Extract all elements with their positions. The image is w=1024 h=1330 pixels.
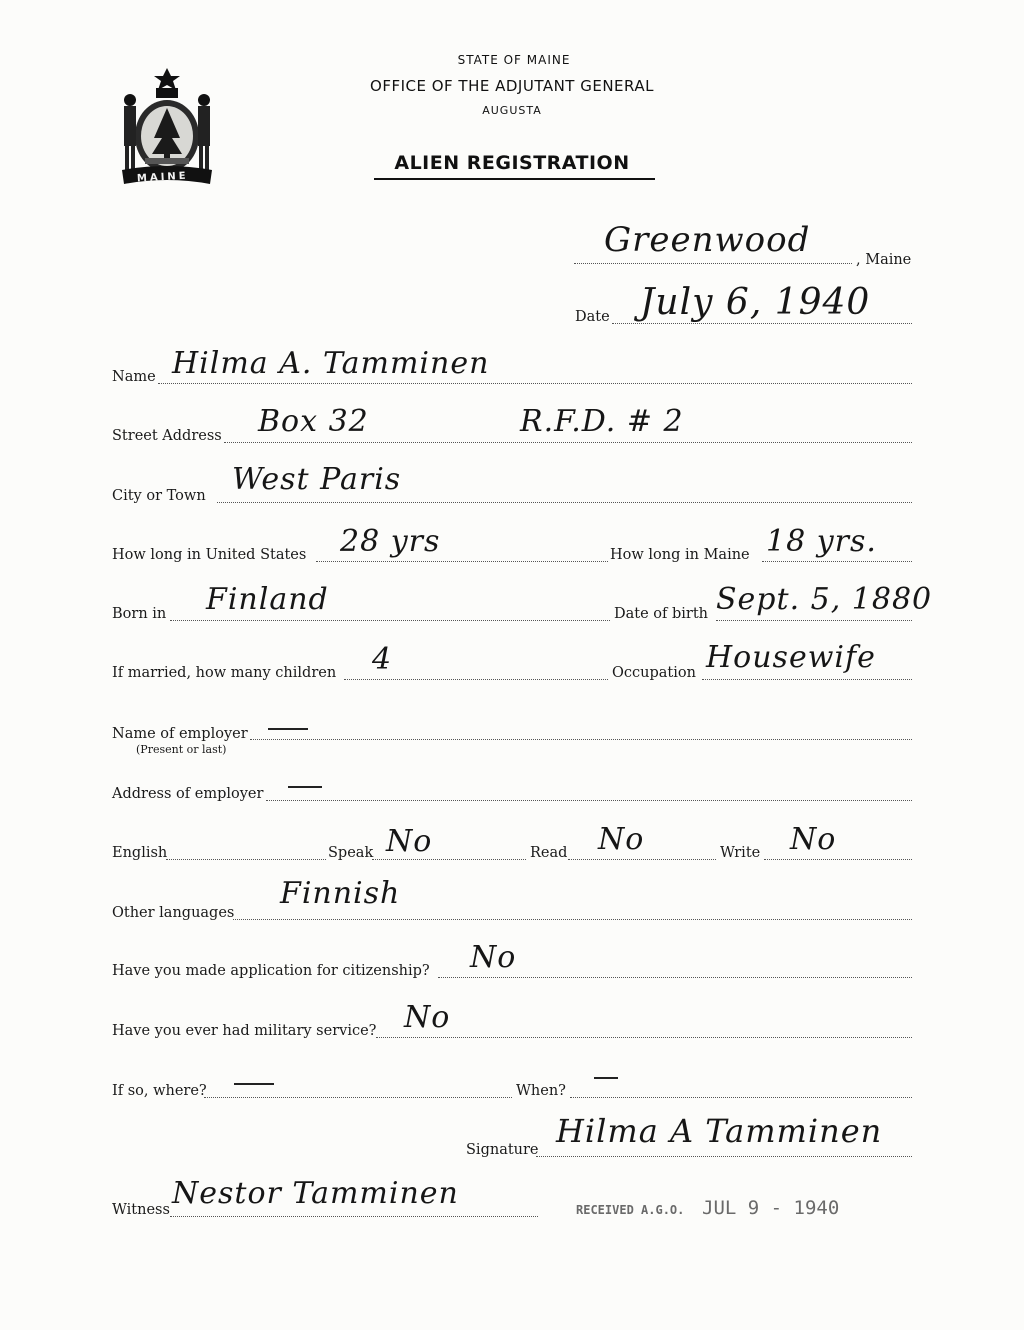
date-label: Date [575,309,610,325]
dob-value: Sept. 5, 1880 [716,582,933,617]
witness-line [170,1216,538,1217]
seal-text: MAINE [136,170,189,185]
us-duration-value: 28 yrs [340,524,441,559]
where-dash [234,1083,274,1085]
header-city: AUGUSTA [482,104,542,117]
street-value-2: R.F.D. # 2 [520,404,684,439]
town-line [574,263,852,264]
military-label: Have you ever had military service? [112,1023,377,1039]
when-line [570,1097,912,1098]
speak-label: Speak [328,845,374,861]
witness-label: Witness [112,1202,170,1218]
dob-label: Date of birth [614,606,709,622]
form-title: ALIEN REGISTRATION [394,152,630,174]
read-value: No [598,822,645,857]
town-value: Greenwood [604,220,811,260]
english-label: English [112,845,168,861]
write-value: No [790,822,837,857]
maine-duration-label: How long in Maine [610,547,750,563]
witness-value: Nestor Tamminen [172,1176,459,1211]
employer-address-dash [288,786,322,788]
children-label: If married, how many children [112,665,337,681]
signature-label: Signature [466,1142,539,1158]
where-label: If so, where? [112,1083,207,1099]
other-languages-label: Other languages [112,905,235,921]
town-suffix-label: , Maine [856,252,912,268]
name-value: Hilma A. Tamminen [172,346,490,381]
read-label: Read [530,845,568,861]
title-underline [374,178,655,180]
employer-line [250,739,912,740]
employer-dash [268,728,308,730]
other-languages-value: Finnish [280,876,401,911]
born-label: Born in [112,606,167,622]
signature-line [536,1156,912,1157]
read-line [568,859,716,860]
children-value: 4 [372,642,393,677]
dob-line [716,620,912,621]
born-line [170,620,610,621]
employer-sublabel: (Present or last) [136,743,227,756]
speak-value: No [386,824,433,859]
citizenship-line [438,977,912,978]
citizenship-label: Have you made application for citizenship? [112,963,430,979]
name-line [158,383,912,384]
stamp-date: JUL 9 - 1940 [702,1197,840,1219]
citizenship-value: No [470,940,517,975]
speak-line [372,859,526,860]
where-line [204,1097,512,1098]
header-state: STATE OF MAINE [457,53,571,67]
employer-address-line [266,800,912,801]
occupation-line [702,679,912,680]
maine-duration-value: 18 yrs. [766,524,877,559]
occupation-value: Housewife [706,640,876,675]
us-duration-label: How long in United States [112,547,307,563]
military-value: No [404,1000,451,1035]
write-label: Write [720,845,761,861]
other-languages-line [233,919,912,920]
when-dash [594,1077,618,1079]
date-line [612,323,912,324]
children-line [344,679,608,680]
employer-address-label: Address of employer [112,786,264,802]
street-line [224,442,912,443]
us-duration-line [316,561,608,562]
write-line [764,859,912,860]
city-value: West Paris [232,462,402,497]
header-office: OFFICE OF THE ADJUTANT GENERAL [370,77,654,95]
city-label: City or Town [112,488,206,504]
city-line [217,502,912,503]
born-value: Finland [206,582,329,617]
when-label: When? [516,1083,566,1099]
received-stamp [576,1197,839,1219]
signature-value: Hilma A Tamminen [556,1112,883,1150]
occupation-label: Occupation [612,665,696,681]
street-label: Street Address [112,428,222,444]
english-line [166,859,326,860]
military-line [376,1037,912,1038]
name-label: Name [112,369,156,385]
maine-duration-line [762,561,912,562]
street-value-1: Box 32 [258,404,369,439]
stamp-label: RECEIVED A.G.O. [576,1203,685,1217]
date-value: July 6, 1940 [640,282,871,323]
employer-label: Name of employer [112,726,248,742]
